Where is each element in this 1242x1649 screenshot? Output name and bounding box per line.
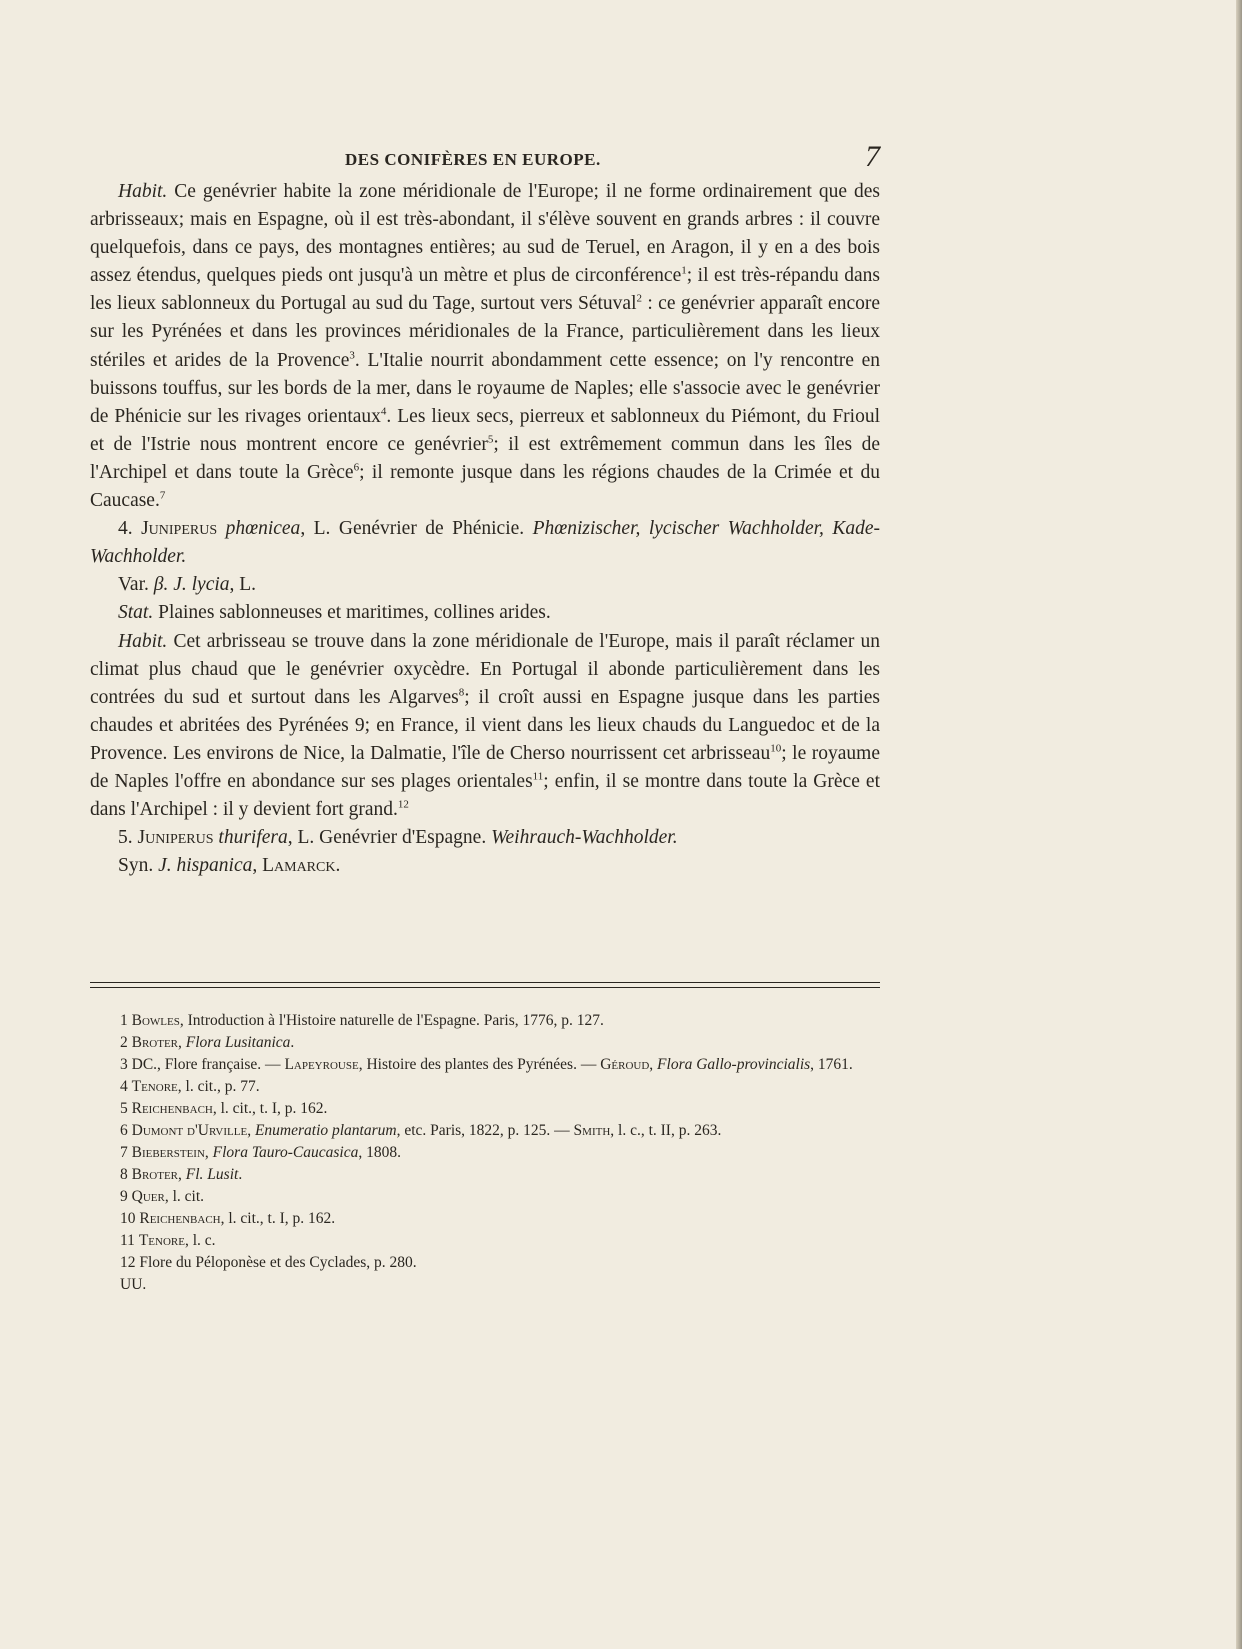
work-title: Flora Lusitanica [185,1034,291,1051]
author-name: Lapeyrouse [284,1056,359,1073]
footnote-ref[interactable]: 4 [380,405,387,418]
text-run: . [290,1034,295,1051]
running-title: DES CONIFÈRES EN EUROPE. [345,150,601,169]
author-name: Bieberstein [131,1144,205,1161]
species-heading-thurifera [90,824,880,852]
text-run: , L. [229,574,257,596]
variety-name: β. J. lycia [153,574,230,596]
main-text [90,178,880,880]
footnote-3 [120,1054,890,1076]
text-run: , L. Genévrier de Phénicie. [300,518,533,540]
footnote-number: 5 [120,1100,132,1117]
text-run: , [247,1122,255,1139]
author-name: Broter [131,1034,179,1051]
text-run: , [649,1056,658,1073]
habit-label: Habit. [118,630,168,652]
footnote-rule-bottom [90,987,880,988]
text-run: ; il est très-répandu dans les lieux sablonneux du Portugal au sud du Tage, surtout vers Sétuval [90,265,880,315]
text-run: , Histoire des plantes des Pyrénées. — [358,1056,601,1073]
author-name: Smith [573,1122,611,1139]
text-run: , l. c., t. II, p. 263. [610,1122,722,1139]
footnote-number: 2 [120,1034,132,1051]
page-edge-shadow [1236,0,1242,1649]
species-number: 4. [118,518,142,540]
paragraph-habitat-phoenicea [90,628,880,825]
text-run: Flore du Péloponèse et des Cyclades, p. 280. [139,1254,417,1271]
habit-label: Habit. [118,181,168,202]
text-run: , L. Genévrier d'Espagne. [287,827,492,849]
footnote-number: 10 [120,1210,140,1227]
footnote-number: 7 [120,1144,132,1161]
footnote-ref[interactable]: 5 [487,433,494,446]
footnote-8 [120,1164,890,1186]
text-run: . L'Italie nourrit abondamment cette essence; on l'y rencontre en buissons touffus, sur les bords de la mer, dans le royaume de Naples; elle s'associe avec le genévrier de Phénicie sur les rivages orientaux [90,349,880,427]
author-name: Reichenbach [139,1210,221,1227]
text-run: DC., Flore française. — [131,1056,285,1073]
text-run: , l. c. [184,1232,216,1249]
footnote-number: 3 [120,1056,132,1073]
footnote-number: 9 [120,1188,132,1205]
footnote-12 [120,1252,890,1274]
author-name: Tenore [131,1078,178,1095]
text-run: , [204,1144,213,1161]
text-run: , [252,855,263,877]
text-run: Cet arbrisseau se trouve dans la zone méridionale de l'Europe, mais il paraît réclamer un climat plus chaud que le genévrier oxycèdre. En Portugal il abonde particulièrement dans les contrées du sud et surtout dans les Algarves [90,630,880,708]
text-run: : ce genévrier apparaît encore sur les Pyrénées et dans les provinces méridionales de la France, particulièrement dans les lieux stériles et arides de la Provence [90,293,880,371]
text-run: , l. cit. [164,1188,205,1205]
german-names: Phœnizischer, lycischer Wachholder, Kade-Wachholder. [90,518,880,568]
genus-name: Juniperus [137,827,214,849]
footnote-1 [120,1010,890,1032]
author-name: Lamarck [262,855,336,877]
footnote-ref[interactable]: 7 [159,489,166,502]
german-names: Weihrauch-Wachholder. [491,827,678,849]
footnote-9 [120,1186,890,1208]
footnote-ref[interactable]: 10 [770,742,782,755]
text-run: , l. cit., t. I, p. 162. [220,1210,336,1227]
synonym-name: J. hispanica [158,855,253,877]
text-run: , 1808. [358,1144,401,1161]
page-number: 7 [865,140,880,173]
text-run: Ce genévrier habite la zone méridionale de l'Europe; il ne forme ordinairement que des arbrisseaux; mais en Espagne, où il est très-abondant, il s'élève souvent en grands arbres : il couvre quelquefois, dans ce pays, des montagnes entières; au sud de Teruel, en Aragon, il y en a des bois assez étendus, quelques pieds ont jusqu'à un mètre et plus de circonférence [90,181,880,287]
variety-line [90,571,880,599]
footnote-number: 6 [120,1122,132,1139]
footnote-number: 12 [120,1254,140,1271]
text-run: , etc. Paris, 1822, p. 125. — [396,1122,574,1139]
footnote-ref[interactable]: 1 [681,264,687,277]
footnote-ref[interactable]: 8 [458,686,465,699]
text-run: , Introduction à l'Histoire naturelle de l'Espagne. Paris, 1776, p. 127. [179,1012,604,1029]
footnote-6 [120,1120,890,1142]
footnote-5 [120,1098,890,1120]
text-run: , l. cit., t. I, p. 162. [212,1100,328,1117]
footnote-number: 8 [120,1166,132,1183]
footnote-7 [120,1142,890,1164]
text-run: Var. [118,574,154,596]
text-run: ; il croît aussi en Espagne jusque dans les parties chaudes et abritées des Pyrénées 9; en France, il vient dans les lieux chauds du Languedoc et de la Provence. Les environs de Nice, la Dalmatie, l'île de Cherso nourrissent cet arbrisseau [90,686,881,764]
stat-label: Stat. [118,602,154,624]
footnote-4 [120,1076,890,1098]
text-run: , [178,1166,186,1183]
text-run: ; le royaume de Naples l'offre en abondance sur ses plages orientales [90,742,880,792]
work-title: Fl. Lusit [185,1166,239,1183]
footnote-2 [120,1032,890,1054]
author-name: Bowles [131,1012,180,1029]
work-title: Flora Tauro-Caucasica [212,1144,359,1161]
footnote-11 [120,1230,890,1252]
species-epithet: phœnicea [225,518,301,540]
text-run: , 1761. [810,1056,853,1073]
work-title: Enumeratio plantarum [254,1122,397,1139]
genus-name: Juniperus [141,518,218,540]
footnote-ref[interactable]: 3 [349,349,355,362]
text-run: . [238,1166,243,1183]
synonym-line [90,852,880,880]
author-name: Dumont d'Urville [131,1122,248,1139]
text-run: ; il est extrêmement commun dans les îles de l'Archipel et dans toute la Grèce [90,433,880,483]
text-run: Syn. [118,855,159,877]
footnote-ref[interactable]: 11 [532,770,544,783]
text-run: , l. cit., p. 77. [177,1078,260,1095]
running-header [90,140,880,174]
paragraph-habitat-oxycedrus [90,178,880,515]
species-number: 5. [118,827,138,849]
signature-mark: UU. [120,1276,147,1293]
author-name: Quer [131,1188,165,1205]
footnote-rule-top [90,982,880,983]
text-run: ; il remonte jusque dans les régions chaudes de la Crimée et du Caucase. [90,461,880,512]
author-name: Broter [131,1166,179,1183]
text-run: . Les lieux secs, pierreux et sablonneux du Piémont, du Frioul et de l'Istrie nous montrent encore ce genévrier [90,405,880,455]
text-run: , [178,1034,186,1051]
author-name: Reichenbach [131,1100,213,1117]
author-name: Géroud [600,1056,650,1073]
footnote-number: 11 [120,1232,139,1249]
text-run: Plaines sablonneuses et maritimes, collines arides. [153,602,551,624]
station-line [90,599,880,627]
species-heading-phoenicea [90,515,880,571]
author-name: Tenore [138,1232,185,1249]
work-title: Flora Gallo-provincialis [657,1056,811,1073]
text-run: . [335,855,341,877]
text-run: ; enfin, il se montre dans toute la Grèce et dans l'Archipel : il y devient fort grand. [90,770,880,821]
footnote-ref[interactable]: 2 [636,292,642,305]
footnote-number: 1 [120,1012,132,1029]
species-epithet: thurifera [218,827,288,849]
footnote-number: 4 [120,1078,132,1095]
footnote-10 [120,1208,890,1230]
footnotes [120,1010,890,1296]
footnote-ref[interactable]: 12 [397,798,409,811]
footnote-ref[interactable]: 6 [353,461,360,474]
